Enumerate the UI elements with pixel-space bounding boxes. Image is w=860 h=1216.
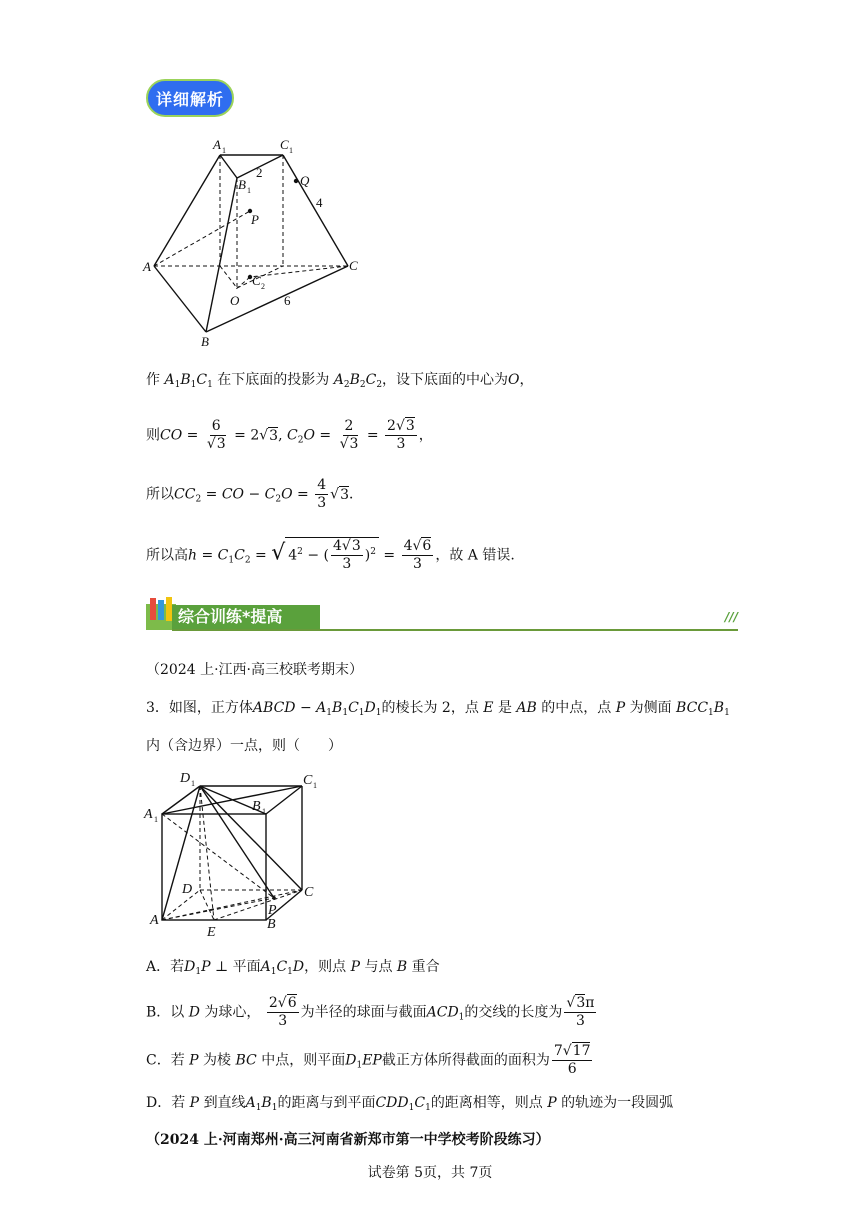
label-B: B [201,334,209,349]
label-P-cube: P [268,903,277,918]
source-2: （2024 上·河南郑州·高三河南省新郑市第一中学校考阶段练习） [146,1132,550,1148]
svg-text:1: 1 [289,146,293,155]
page-footer: 试卷第 5页，共 7页 [367,1165,493,1181]
label-E-cube: E [207,925,216,938]
section-title: 综合训练*提高 [178,607,283,626]
label-edge-4: 4 [316,195,323,210]
svg-text:1: 1 [191,779,195,788]
section-mark: /// [724,610,738,624]
label-A1-cube: A [144,807,153,822]
label-P: P [251,212,259,227]
frustum-figure [140,135,370,350]
label-edge-2: 2 [256,165,263,180]
label-B1-cube: B [252,799,261,814]
question-3-line-1: 3．如图，正方体ABCD − $A_1B_1C_1D_1$的棱长为 2，点 E 是 AB 的中点，点 P 为侧面 $BCC_1B_1$ [146,700,730,718]
label-edge-6: 6 [284,293,291,308]
label-D-cube: D [182,882,193,897]
section-header [146,594,738,634]
label-A1: A [213,137,221,152]
source-1: （2024 上·江西·高三校联考期末） [146,662,363,678]
svg-text:1: 1 [247,186,251,195]
option-D: D．若 P 到直线$A_1B_1$的距离与到平面$CDD_1C_1$的距离相等，则点 P 的轨迹为一段圆弧 [146,1095,674,1113]
label-C2: C [252,273,261,288]
svg-text:1: 1 [154,815,158,824]
svg-text:1: 1 [262,807,266,816]
solution-line-1: 作 $A_1B_1C_1$ 在下底面的投影为 $A_2B_2C_2$，设下底面的中心为O， [146,372,534,390]
label-C: C [349,258,358,273]
label-B-cube: B [267,917,276,932]
svg-text:2: 2 [261,282,265,291]
option-A: A．若$D_1P$ ⊥ 平面$A_1C_1D$，则点 P 与点 B 重合 [146,959,440,977]
svg-text:1: 1 [313,781,317,790]
cube-figure [140,766,330,938]
label-A: A [143,259,151,274]
solution-line-3: 所以$CC_2$ = CO − $C_2O$ = $\frac{4}{3}$ √3． [146,477,363,511]
label-C-cube: C [304,885,314,900]
label-A-cube: A [150,913,159,928]
svg-text:1: 1 [222,146,226,155]
label-O: O [230,293,240,308]
solution-badge: 详细解析 [146,79,234,117]
label-B1: B [238,177,246,192]
solution-line-2: 则CO = $\frac{6}{√3}$ = 2√3, $C_2O$ = $\frac{2}{√3}$ = $\frac{2√3}{3}$ ， [146,418,433,452]
label-D1: D [180,771,191,786]
label-C1: C [280,137,289,152]
solution-line-4: 所以高$h = C_1C_2$ = √ $4^2$ − ( $\frac{4√3}{3}$ )$^2$ = $\frac{4√6}{3}$ ，故 A 错误. [146,538,515,572]
option-C: C．若 P 为棱 BC 中点，则平面$D_1EP$截正方体所得截面的面积为 $\frac{7√17}{6}$ [146,1043,591,1077]
label-C1-cube: C [303,773,313,788]
label-Q: Q [300,173,310,188]
option-B: B．以 D 为球心， $\frac{2√6}{3}$ 为半径的球面与截面$ACD_1$的交线的长度为 $\frac{√3\pi}{3}$ [146,995,595,1029]
question-3-line-2: 内（含边界）一点，则（ ） [146,738,342,754]
